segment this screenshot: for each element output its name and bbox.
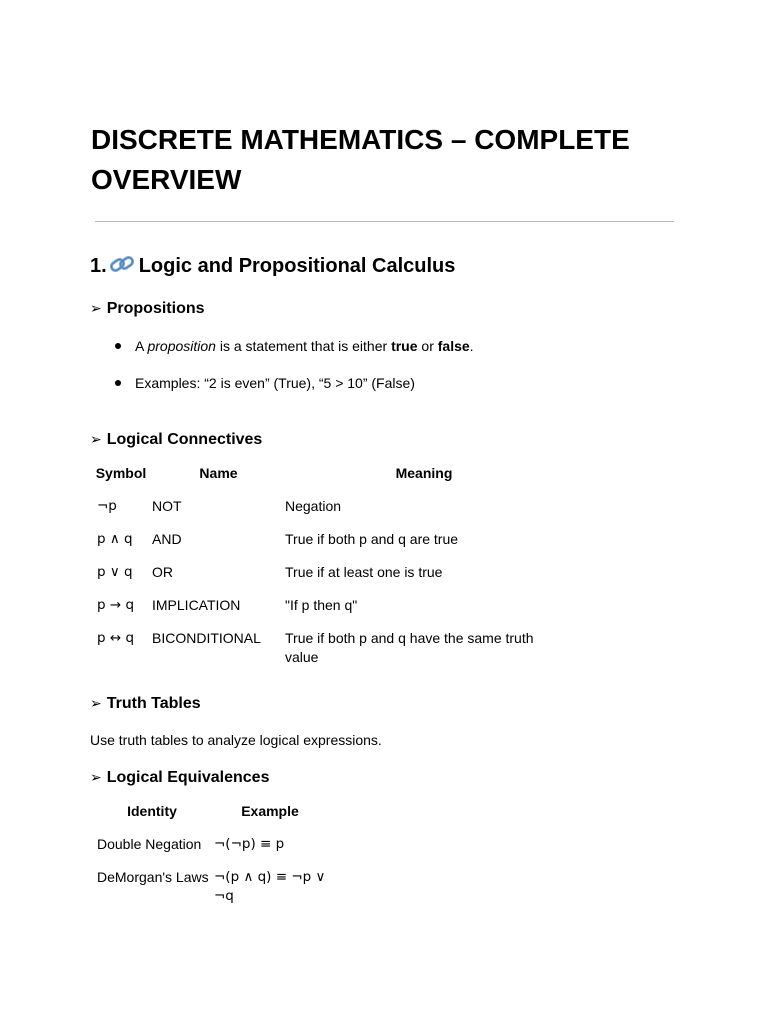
truth-tables-heading <box>90 694 201 714</box>
equivalences-heading-text: Logical Equivalences <box>106 769 270 786</box>
column-header-identity: Identity <box>127 803 177 819</box>
text-run: or <box>417 338 438 354</box>
text-run: is a statement that is either <box>215 338 392 354</box>
cell-name: NOT <box>152 498 182 514</box>
term-true: true <box>391 338 418 354</box>
table-row <box>90 835 326 868</box>
arrowhead-icon: ➢ <box>90 432 102 448</box>
cell-symbol: p ∨ q <box>97 564 133 580</box>
cell-meaning: "If p then q" <box>285 597 358 613</box>
cell-name: IMPLICATION <box>152 597 241 613</box>
arrowhead-icon: ➢ <box>90 696 102 712</box>
cell-identity: DeMorgan's Laws <box>97 869 209 885</box>
link-icon <box>109 253 135 282</box>
table-row <box>90 497 563 530</box>
cell-meaning: True if both p and q have the same truth value <box>285 630 534 665</box>
truth-tables-text: Use truth tables to analyze logical expressions. <box>90 732 382 748</box>
section-number: 1. <box>90 255 107 277</box>
propositions-heading-text: Propositions <box>106 300 205 317</box>
cell-symbol: ¬p <box>97 498 117 514</box>
cell-symbol: p ↔ q <box>97 630 135 646</box>
equivalences-table <box>90 802 326 906</box>
arrowhead-icon: ➢ <box>90 301 102 317</box>
bullet-dot-icon <box>115 343 121 349</box>
equivalences-heading <box>90 768 269 788</box>
text-run: A <box>135 338 148 354</box>
cell-example: ¬(p ∧ q) ≡ ¬p ∨ ¬q <box>214 869 326 904</box>
connectives-heading-text: Logical Connectives <box>106 431 263 448</box>
cell-meaning: True if both p and q are true <box>285 531 459 547</box>
examples-text: Examples: “2 is even” (True), “5 > 10” (False) <box>135 375 415 391</box>
list-item <box>113 373 474 393</box>
column-header-meaning: Meaning <box>395 465 453 481</box>
column-header-example: Example <box>241 803 299 819</box>
section-heading-logic <box>90 253 455 282</box>
propositions-list <box>113 336 474 393</box>
horizontal-divider <box>95 221 674 222</box>
text-run: . <box>469 338 474 354</box>
list-item <box>113 336 474 356</box>
cell-name: AND <box>152 531 182 547</box>
table-row <box>90 868 326 906</box>
arrowhead-icon: ➢ <box>90 770 102 786</box>
column-header-name: Name <box>199 465 238 481</box>
cell-symbol: p → q <box>97 597 135 613</box>
cell-symbol: p ∧ q <box>97 531 133 547</box>
cell-name: BICONDITIONAL <box>152 630 261 646</box>
bullet-dot-icon <box>115 380 121 386</box>
table-header-row <box>90 802 326 835</box>
cell-name: OR <box>152 564 173 580</box>
connectives-table <box>90 464 563 667</box>
connectives-heading <box>90 430 262 450</box>
truth-tables-heading-text: Truth Tables <box>106 695 201 712</box>
table-row <box>90 596 563 629</box>
document-title: DISCRETE MATHEMATICS – COMPLETE OVERVIEW <box>91 124 630 195</box>
column-header-symbol: Symbol <box>95 465 147 481</box>
section-heading-text: Logic and Propositional Calculus <box>138 255 456 277</box>
cell-meaning: True if at least one is true <box>285 564 443 580</box>
term-false: false <box>437 338 470 354</box>
term-proposition: proposition <box>147 338 216 354</box>
table-row <box>90 563 563 596</box>
propositions-heading <box>90 299 205 319</box>
cell-meaning: Negation <box>285 498 342 514</box>
cell-identity: Double Negation <box>97 836 202 852</box>
table-header-row <box>90 464 563 497</box>
table-row <box>90 629 563 667</box>
table-row <box>90 530 563 563</box>
cell-example: ¬(¬p) ≡ p <box>214 836 285 852</box>
